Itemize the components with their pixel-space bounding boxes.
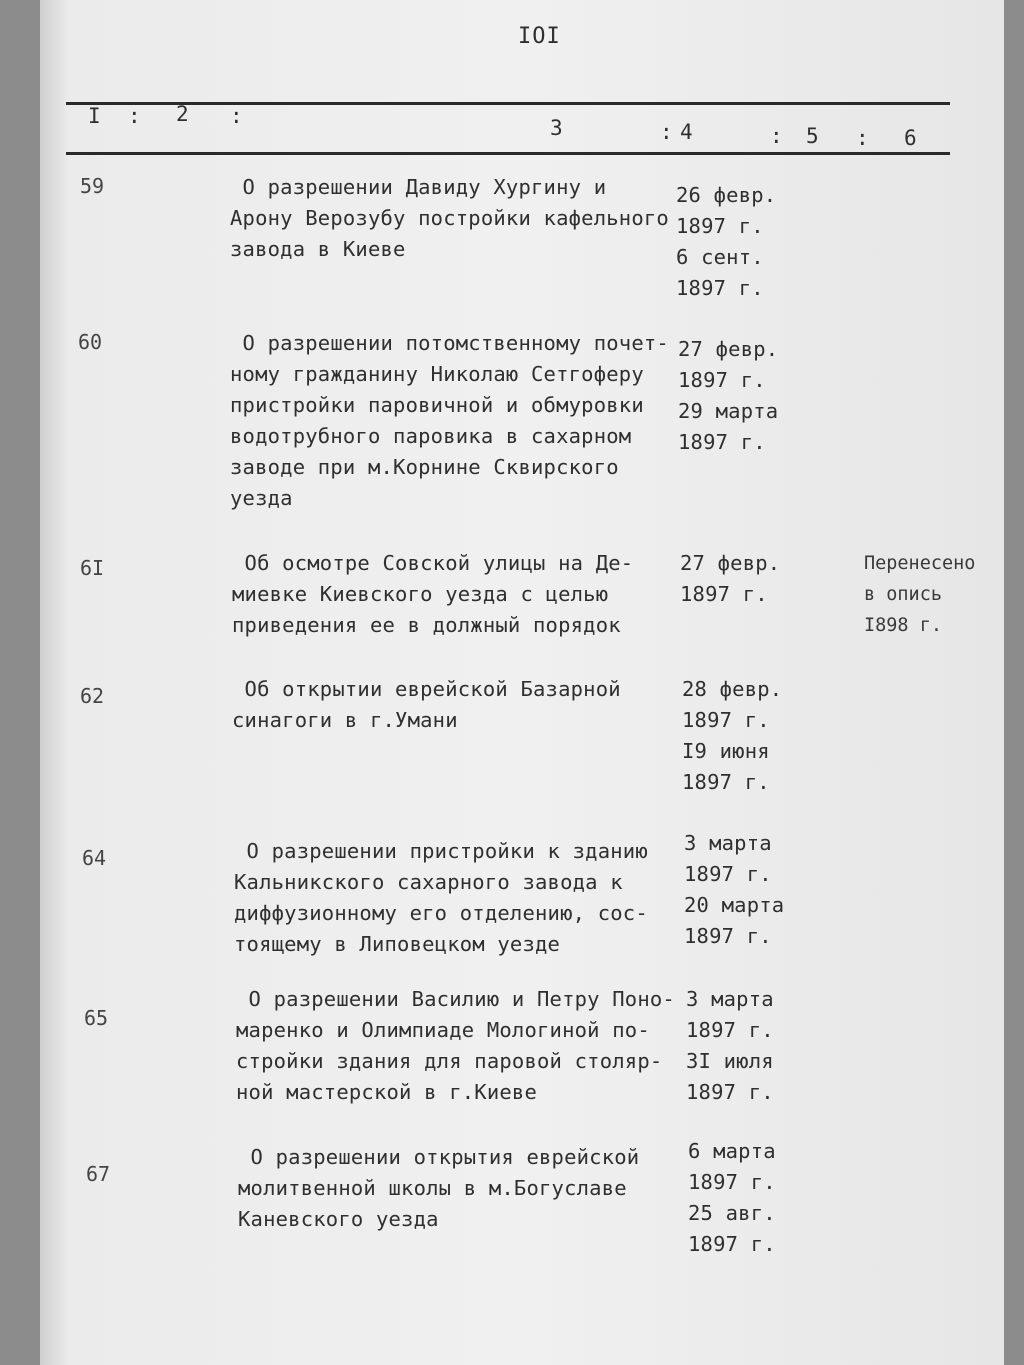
- col-sep-4: :: [770, 124, 783, 148]
- entry-title: Об открытии еврейской Базарной синагоги в г.Умани: [232, 677, 621, 732]
- entry-number: 64: [82, 846, 107, 870]
- entry-note: Перенесено в опись I898 г.: [864, 553, 976, 636]
- entry-dates: 27 февр. 1897 г. 29 марта 1897 г.: [678, 337, 779, 454]
- entry-number: 67: [86, 1162, 111, 1186]
- entry-title: О разрешении пристройки к зданию Кальникского сахарного завода к диффузионному его отделению, сос- тоящему в Липовецком уезде: [234, 839, 648, 956]
- header-top-rule: [66, 102, 950, 105]
- document-page: [40, 0, 1004, 1365]
- entry-dates: 28 февр. 1897 г. I9 июня 1897 г.: [682, 677, 783, 794]
- col-head-1: I: [88, 104, 101, 128]
- col-sep-2: :: [230, 104, 243, 128]
- header-bottom-rule: [66, 152, 950, 155]
- col-sep-3: :: [660, 120, 673, 144]
- entry-number: 62: [80, 684, 105, 708]
- col-head-3: 3: [550, 116, 563, 140]
- entry-title: Об осмотре Совской улицы на Де- миевке Киевского уезда с целью приведения ее в должный порядок: [232, 551, 634, 637]
- entry-dates: 26 февр. 1897 г. 6 сент. 1897 г.: [676, 183, 777, 300]
- entry-dates: 3 марта 1897 г. 3I июля 1897 г.: [686, 987, 774, 1104]
- col-head-5: 5: [806, 124, 819, 148]
- col-head-6: 6: [904, 126, 917, 150]
- entry-title: О разрешении открытия еврейской молитвенной школы в м.Богуславе Каневского уезда: [238, 1145, 640, 1231]
- col-head-2: 2: [176, 102, 189, 126]
- entry-number: 65: [84, 1006, 109, 1030]
- col-head-4: 4: [680, 120, 693, 144]
- entry-number: 59: [80, 174, 105, 198]
- entry-dates: 27 февр. 1897 г.: [680, 551, 781, 606]
- entry-number: 6I: [80, 556, 105, 580]
- entry-number: 60: [78, 330, 103, 354]
- entry-dates: 3 марта 1897 г. 20 марта 1897 г.: [684, 831, 785, 948]
- entry-title: О разрешении потомственному почет- ному гражданину Николаю Сетгоферу пристройки паровичной и обмуровки водотрубного паровика в сахарном заводе при м.Корнине Сквирского уезда: [230, 331, 669, 510]
- page-number: IOI: [518, 24, 561, 49]
- col-sep-5: :: [856, 126, 869, 150]
- entry-title: О разрешении Василию и Петру Поно- маренко и Олимпиаде Мологиной по- стройки здания для паровой столяр- ной мастерской в г.Киеве: [236, 987, 675, 1104]
- col-sep-1: :: [128, 104, 141, 128]
- entry-dates: 6 марта 1897 г. 25 авг. 1897 г.: [688, 1139, 776, 1256]
- entry-title: О разрешении Давиду Хургину и Арону Верозубу постройки кафельного завода в Киеве: [230, 175, 669, 261]
